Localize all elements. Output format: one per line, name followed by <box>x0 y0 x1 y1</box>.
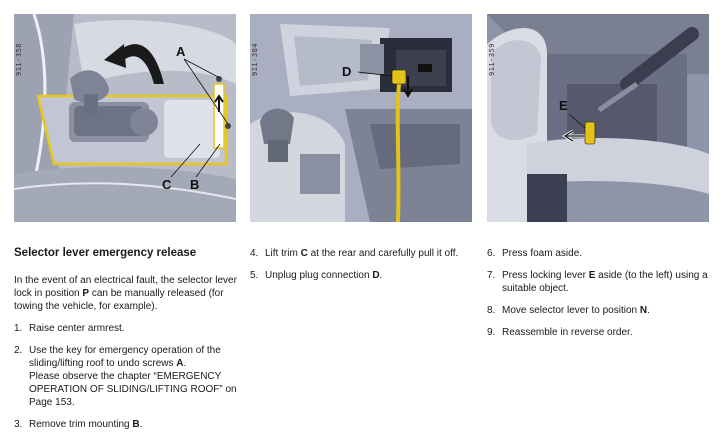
column-3 <box>487 247 713 348</box>
step-7 <box>487 269 713 295</box>
step-body <box>265 269 475 282</box>
step-ref-c: C <box>300 248 308 259</box>
step-number: 4. <box>250 248 259 259</box>
step-9 <box>487 326 713 339</box>
step-body <box>29 344 240 409</box>
step-number: 8. <box>487 305 496 316</box>
step-text: Reassemble in reverse order. <box>502 327 633 338</box>
step-text: Remove trim mounting <box>29 419 133 430</box>
step-2 <box>14 344 240 409</box>
column-1 <box>14 247 240 440</box>
step-body <box>502 304 713 317</box>
step-3 <box>14 418 240 431</box>
step-number: 7. <box>487 270 496 281</box>
label-e: E <box>559 98 568 113</box>
figure-locking-lever <box>487 14 709 222</box>
step-text: Press foam aside. <box>502 248 583 259</box>
step-5 <box>250 269 475 282</box>
label-c: C <box>162 177 172 192</box>
step-text: Unplug plug connection <box>265 270 373 281</box>
step-text: Raise center armrest. <box>29 323 125 334</box>
step-text-end: at the rear and carefully pull it off. <box>307 248 459 259</box>
label-a: A <box>176 44 186 59</box>
step-body <box>265 247 475 260</box>
step-note: Please observe the chapter “EMERGENCY OPERATION OF SLIDING/LIFTING ROOF” on Page 153. <box>29 371 237 408</box>
illustration-plug-connection <box>250 14 472 222</box>
step-body <box>502 269 713 295</box>
column-2 <box>250 247 475 291</box>
step-4 <box>250 247 475 260</box>
step-text-end: . <box>379 270 383 281</box>
intro-text-b: can be manually released (for towing the vehicle, for example). <box>14 288 224 312</box>
label-b: B <box>190 177 200 192</box>
intro-text-a: In the event of an electrical fault, the selector lever lock in position <box>14 275 237 299</box>
step-number: 1. <box>14 323 23 334</box>
step-text: Press locking lever <box>502 270 589 281</box>
figure-plug-connection <box>250 14 472 222</box>
step-number: 2. <box>14 345 23 356</box>
step-body <box>29 418 240 431</box>
step-text: Use the key for emergency operation of the sliding/lifting roof to undo screws <box>29 345 221 369</box>
step-ref-a: A <box>176 358 184 369</box>
step-8 <box>487 304 713 317</box>
step-text-end: aside (to the left) using a suitable object. <box>502 270 708 294</box>
step-number: 6. <box>487 248 496 259</box>
step-text-end: . <box>139 419 143 430</box>
step-ref-e: E <box>588 270 596 281</box>
intro-position-p: P <box>82 288 90 299</box>
step-text-end: . <box>647 305 650 316</box>
step-1 <box>14 322 240 335</box>
label-d: D <box>342 64 352 79</box>
step-number: 5. <box>250 270 259 281</box>
step-ref-b: B <box>132 419 140 430</box>
illustration-console-armrest <box>14 14 236 222</box>
figure-number: 911-384 <box>251 42 259 76</box>
step-ref-n: N <box>639 305 648 316</box>
step-text: Lift trim <box>265 248 301 259</box>
intro-paragraph <box>14 274 240 313</box>
figure-number: 911-359 <box>488 42 496 76</box>
step-text: Move selector lever to position <box>502 305 640 316</box>
step-6 <box>487 247 713 260</box>
figure-armrest-trim <box>14 14 236 222</box>
step-text-end: . <box>183 358 187 369</box>
step-number: 9. <box>487 327 496 338</box>
figure-number: 911-358 <box>15 42 23 76</box>
step-number: 3. <box>14 419 23 430</box>
section-heading: Selector lever emergency release <box>14 247 197 259</box>
step-ref-d: D <box>372 270 380 281</box>
illustration-locking-lever <box>487 14 709 222</box>
